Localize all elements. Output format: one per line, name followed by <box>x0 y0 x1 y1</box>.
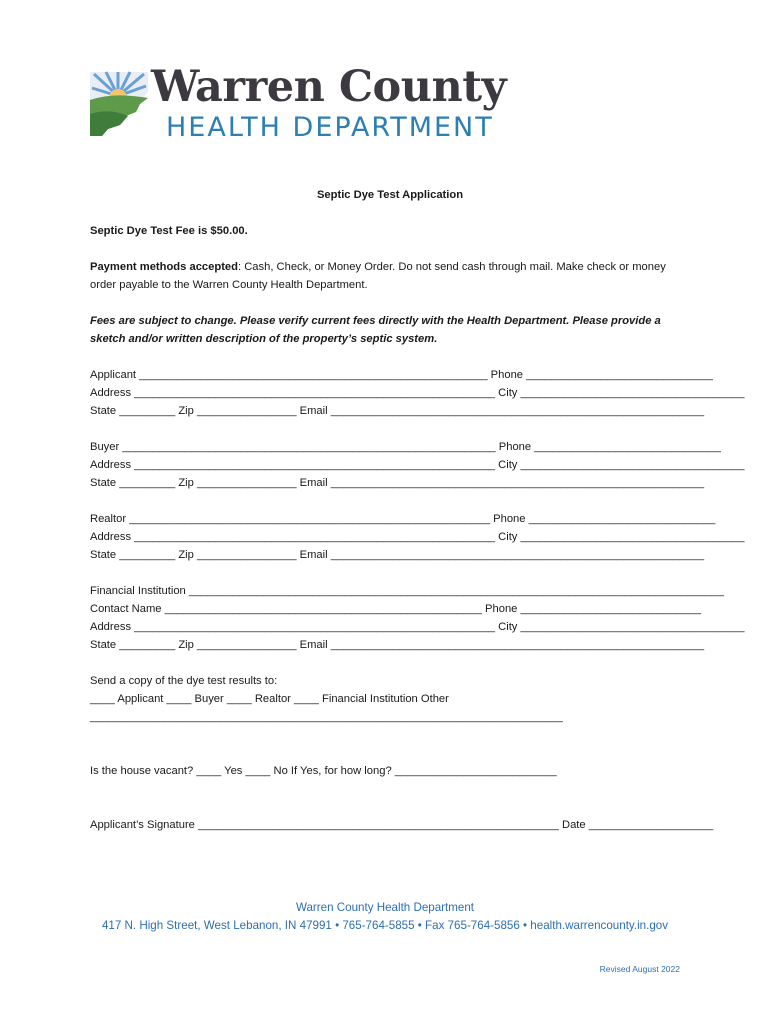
financial-address-line[interactable]: Address __________________________________________________________ City ____________________________________ <box>90 621 745 633</box>
send-copy-other-line[interactable]: ____________________________________________________________________________ <box>90 711 563 723</box>
revision-date: Revised August 2022 <box>599 964 680 974</box>
buyer-address-line[interactable]: Address __________________________________________________________ City ____________________________________ <box>90 459 745 471</box>
financial-institution-line[interactable]: Financial Institution ______________________________________________________________________________________ <box>90 585 724 597</box>
form-title: Septic Dye Test Application <box>316 189 464 201</box>
footer-contact-info: 417 N. High Street, West Lebanon, IN 47991 • 765-764-5855 • Fax 765-764-5856 • health.warrencounty.in.gov <box>101 919 669 932</box>
financial-state-line[interactable]: State _________ Zip ________________ Email ____________________________________________________________ <box>90 639 705 651</box>
applicant-section <box>90 366 745 420</box>
signature-line[interactable]: Applicant’s Signature __________________________________________________________ Date ____________________ <box>90 819 714 831</box>
buyer-phone-line[interactable]: Buyer ____________________________________________________________ Phone ______________________________ <box>90 441 721 453</box>
applicant-address-line[interactable]: Address __________________________________________________________ City ____________________________________ <box>90 387 745 399</box>
fees-notice: Fees are subject to change. Please verify current fees directly with the Health Department. Please provide a sketch and/or written description of the property’s septic system. <box>90 315 661 345</box>
payment-text: : Cash, Check, or Money Order. Do not send cash through mail. Make check or money order payable to the Warren County Health Department. <box>90 261 666 291</box>
send-copy-options[interactable]: ____ Applicant ____ Buyer ____ Realtor ____ Financial Institution Other <box>90 693 449 705</box>
vacancy-question[interactable]: Is the house vacant? ____ Yes ____ No If Yes, for how long? __________________________ <box>90 765 557 777</box>
applicant-state-line[interactable]: State _________ Zip ________________ Email ____________________________________________________________ <box>90 405 705 417</box>
payment-methods <box>90 258 690 294</box>
buyer-state-line[interactable]: State _________ Zip ________________ Email ____________________________________________________________ <box>90 477 705 489</box>
payment-label: Payment methods accepted <box>90 261 238 273</box>
application-form <box>90 186 745 834</box>
realtor-section <box>90 510 745 564</box>
footer-department-name: Warren County Health Department <box>295 901 475 914</box>
realtor-state-line[interactable]: State _________ Zip ________________ Email ____________________________________________________________ <box>90 549 705 561</box>
realtor-phone-line[interactable]: Realtor __________________________________________________________ Phone ______________________________ <box>90 513 716 525</box>
header-logo <box>88 62 507 144</box>
fee-statement: Septic Dye Test Fee is $50.00. <box>90 225 248 237</box>
county-map-logo-icon <box>88 70 148 138</box>
financial-contact-line[interactable]: Contact Name ___________________________________________________ Phone _____________________________ <box>90 603 701 615</box>
logo-title: Warren County <box>151 62 507 112</box>
logo-subtitle: HEALTH DEPARTMENT <box>166 112 494 143</box>
buyer-section <box>90 438 745 492</box>
financial-section <box>90 582 745 654</box>
applicant-phone-line[interactable]: Applicant ________________________________________________________ Phone ______________________________ <box>90 369 713 381</box>
realtor-address-line[interactable]: Address __________________________________________________________ City ____________________________________ <box>90 531 745 543</box>
send-copy-heading: Send a copy of the dye test results to: <box>90 675 278 687</box>
